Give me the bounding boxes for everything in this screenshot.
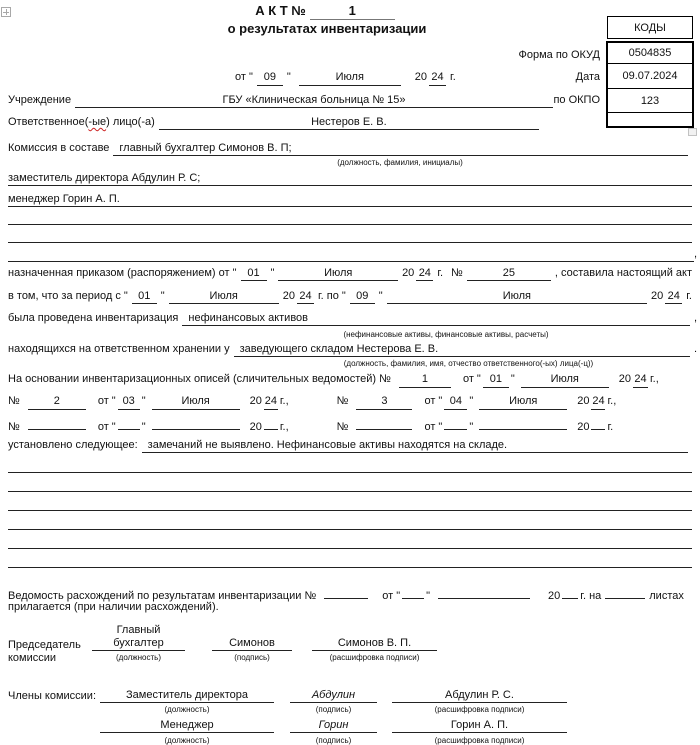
member2-signature-field[interactable]: Горин xyxy=(290,719,377,733)
period-year-to-field[interactable]: 24 xyxy=(665,289,682,304)
inventory-object-line xyxy=(8,311,697,326)
commission-label: Комиссия в составе xyxy=(8,142,110,154)
sheet5-year-field[interactable] xyxy=(591,416,605,430)
okpo-code-cell[interactable]: 123 xyxy=(608,89,692,113)
date-day-field[interactable]: 09 xyxy=(257,70,283,86)
ot-label: от " xyxy=(97,421,116,433)
member1-position-field[interactable]: Заместитель директора xyxy=(100,689,274,703)
period-month-to-field[interactable]: Июля xyxy=(387,289,647,304)
okpo-label: по ОКПО xyxy=(553,94,600,106)
sheets-row-3 xyxy=(8,416,613,431)
sheet4-tail: г., xyxy=(279,421,289,433)
institution-label: Учреждение xyxy=(8,94,72,106)
responsible-label: Ответственное(-ые) лицо(-а) xyxy=(8,116,155,128)
quote: " xyxy=(141,421,146,433)
custody-person-field[interactable]: заведующего складом Нестерова Е. В. xyxy=(234,342,690,357)
blank-fill-line-with-comma xyxy=(8,247,697,262)
quote: " xyxy=(510,373,515,385)
date-prefix: от " xyxy=(235,71,253,83)
sheets-intro: На основании инвентаризационных описей (сличительных ведомостей) № xyxy=(8,373,391,385)
period-line xyxy=(8,289,692,304)
codes-header-label: КОДЫ xyxy=(634,21,666,34)
discrepancy-line-2: прилагается (при наличии расхождений). xyxy=(8,601,219,613)
order-close-quote: " xyxy=(270,267,275,279)
institution-line xyxy=(8,93,557,108)
sheet5-tail: г. xyxy=(607,421,614,433)
sheet2-month-field[interactable]: Июля xyxy=(152,394,240,410)
act-number-field[interactable]: 1 xyxy=(310,2,395,20)
custody-line xyxy=(8,342,697,357)
inventory-caption: (нефинансовые активы, финансовые активы, расчеты) xyxy=(343,330,549,339)
sheet3-tail: г., xyxy=(607,395,617,407)
codes-box-header xyxy=(607,16,693,39)
document-date-line xyxy=(235,70,456,85)
discrepancy-sheets-field[interactable] xyxy=(605,585,645,599)
order-day-field[interactable]: 01 xyxy=(241,266,267,281)
inventory-trailing-comma: , xyxy=(693,312,697,324)
custody-trailing-period: . xyxy=(693,343,697,355)
blank-fill-line[interactable] xyxy=(8,247,694,262)
order-line xyxy=(8,266,692,281)
order-year-suffix: г. xyxy=(437,267,444,279)
quote: " xyxy=(426,590,431,602)
commission-member1-field[interactable]: главный бухгалтер Симонов В. П; xyxy=(113,141,688,156)
period-month-from-field[interactable]: Июля xyxy=(169,289,279,304)
signature-caption: (подпись) xyxy=(234,653,270,662)
date-close-quote: " xyxy=(286,71,291,83)
sheet1-year-field[interactable]: 24 xyxy=(633,372,648,388)
name-caption: (расшифровка подписи) xyxy=(329,653,420,662)
chairman-label: Председатель комиссии xyxy=(8,639,81,664)
year-prefix: 20 xyxy=(249,395,262,407)
discrepancy-year-field[interactable] xyxy=(562,585,578,599)
conclusion-field[interactable]: замечаний не выявлено. Нефинансовые активы находятся на складе. xyxy=(142,438,688,453)
blank-fill-line[interactable] xyxy=(8,516,692,530)
order-month-field[interactable]: Июля xyxy=(278,266,398,281)
sheet4-day-field[interactable] xyxy=(118,416,140,430)
date-year-suffix: г. xyxy=(450,71,456,83)
sheet3-number-field[interactable]: 3 xyxy=(356,394,412,410)
commission-member2-field[interactable]: заместитель директора Абдулин Р. С; xyxy=(8,171,692,186)
members-label: Члены комиссии: xyxy=(8,690,97,702)
empty-code-cell[interactable] xyxy=(608,113,692,126)
table-resize-handle-icon[interactable] xyxy=(688,128,697,136)
sheet1-tail: г., xyxy=(649,373,659,385)
quote: " xyxy=(469,395,474,407)
num-label: № xyxy=(8,421,20,433)
blank-fill-line[interactable] xyxy=(8,229,692,243)
conclusion-label: установлено следующее: xyxy=(8,439,138,451)
sheet5-day-field[interactable] xyxy=(444,416,467,430)
institution-field[interactable]: ГБУ «Клиническая больница № 15» xyxy=(75,93,553,108)
period-mid: г. по " xyxy=(317,290,346,302)
order-suffix: , составила настоящий акт xyxy=(554,267,692,279)
order-number-label: № xyxy=(451,267,463,279)
period-year-prefix2: 20 xyxy=(651,290,664,302)
member1-signature-field[interactable]: Абдулин xyxy=(290,689,377,703)
year-prefix: 20 xyxy=(249,421,262,433)
name-caption: (расшифровка подписи) xyxy=(434,705,525,714)
sheets-row-1 xyxy=(8,372,659,387)
blank-fill-line[interactable] xyxy=(8,478,692,492)
g-na-label: г. на xyxy=(580,590,602,602)
inventory-object-field[interactable]: нефинансовых активов xyxy=(182,311,690,326)
period-day-from-field[interactable]: 01 xyxy=(132,289,157,304)
sheet4-month-field[interactable] xyxy=(152,416,240,430)
sheet1-number-field[interactable]: 1 xyxy=(399,372,451,388)
sheet3-day-field[interactable]: 04 xyxy=(444,394,467,410)
conclusion-line xyxy=(8,438,692,453)
document-title xyxy=(0,2,654,19)
sheets-row-2 xyxy=(8,394,616,409)
name-caption: (расшифровка подписи) xyxy=(434,736,525,745)
period-year-from-field[interactable]: 24 xyxy=(297,289,314,304)
signature-caption: (подпись) xyxy=(315,705,352,714)
date-year-prefix: 20 xyxy=(414,71,428,83)
position-caption: (должность) xyxy=(164,705,210,714)
member2-position-field[interactable]: Менеджер xyxy=(100,719,274,733)
okud-form-label: Форма по ОКУД xyxy=(518,49,600,61)
discrepancy-line xyxy=(8,585,684,600)
period-year-prefix1: 20 xyxy=(282,290,295,302)
sheet4-year-field[interactable] xyxy=(264,416,278,430)
okud-code-cell[interactable]: 0504835 xyxy=(608,43,692,64)
period-prefix: в том, что за период с " xyxy=(8,290,128,302)
chairman-position-field[interactable]: Главный бухгалтер xyxy=(92,624,185,651)
sheet2-day-field[interactable]: 03 xyxy=(118,394,140,410)
continuation-comma: , xyxy=(693,248,697,260)
discrepancy-month-field[interactable] xyxy=(438,585,530,599)
year-prefix: 20 xyxy=(577,421,590,433)
sheet5-month-field[interactable] xyxy=(479,416,567,430)
ot-label: от " xyxy=(424,395,443,407)
date-month-field[interactable]: Июля xyxy=(299,70,401,86)
order-number-field[interactable]: 25 xyxy=(467,266,551,281)
commission-caption: (должность, фамилия, инициалы) xyxy=(337,158,463,167)
custody-caption: (должность, фамилия, имя, отчество ответственного(-ых) лица(-ц)) xyxy=(343,359,594,368)
num-label: № xyxy=(8,395,20,407)
position-caption: (должность) xyxy=(116,653,161,662)
chairman-signature-field[interactable]: Симонов xyxy=(212,624,292,651)
sheet1-day-field[interactable]: 01 xyxy=(483,372,509,388)
year-prefix: 20 xyxy=(618,373,631,385)
date-code-cell[interactable]: 09.07.2024 xyxy=(608,64,692,89)
document-subtitle: о результатах инвентаризации xyxy=(227,21,427,36)
spellcheck-underlined-text: -ые xyxy=(88,116,107,128)
blank-fill-line[interactable] xyxy=(8,497,692,511)
year-prefix: 20 xyxy=(548,590,561,602)
sheet3-month-field[interactable]: Июля xyxy=(479,394,567,410)
period-quote1: " xyxy=(160,290,165,302)
year-prefix: 20 xyxy=(577,395,590,407)
date-label: Дата xyxy=(575,71,600,83)
blank-fill-line[interactable] xyxy=(8,459,692,473)
ot-label: от " xyxy=(382,590,401,602)
member2-name-field[interactable]: Горин А. П. xyxy=(392,719,567,733)
order-prefix: назначенная приказом (распоряжением) от " xyxy=(8,267,237,279)
date-year-field[interactable]: 24 xyxy=(429,70,446,86)
blank-fill-line[interactable] xyxy=(8,211,692,225)
member1-name-field[interactable]: Абдулин Р. С. xyxy=(392,689,567,703)
sheet2-year-field[interactable]: 24 xyxy=(264,394,278,410)
blank-fill-line[interactable] xyxy=(8,535,692,549)
commission-line xyxy=(8,141,692,156)
sheet4-number-field[interactable] xyxy=(28,416,86,430)
blank-fill-line[interactable] xyxy=(8,554,692,568)
sheet1-month-field[interactable]: Июля xyxy=(521,372,609,388)
discrepancy-prefix: Ведомость расхождений по результатам инвентаризации № xyxy=(8,590,317,602)
sheet2-tail: г., xyxy=(279,395,289,407)
codes-box xyxy=(606,41,694,128)
quote: " xyxy=(469,421,474,433)
order-year-field[interactable]: 24 xyxy=(416,266,433,281)
custody-prefix: находящихся на ответственном хранении у xyxy=(8,343,230,355)
period-suffix: г. xyxy=(686,290,692,302)
discrepancy-day-field[interactable] xyxy=(402,585,424,599)
quote: " xyxy=(141,395,146,407)
chairman-name-field[interactable]: Симонов В. П. xyxy=(312,624,437,651)
sheet3-year-field[interactable]: 24 xyxy=(591,394,605,410)
ot-label: от " xyxy=(97,395,116,407)
num-label: № xyxy=(336,395,349,407)
sheets-suffix: листах xyxy=(649,590,684,602)
discrepancy-number-field[interactable] xyxy=(324,585,368,599)
signature-caption: (подпись) xyxy=(315,736,352,745)
order-year-prefix: 20 xyxy=(402,267,415,279)
ot-label: от " xyxy=(424,421,443,433)
period-day-to-field[interactable]: 09 xyxy=(350,289,375,304)
responsible-field[interactable]: Нестеров Е. В. xyxy=(159,115,539,130)
act-title-label: А К Т № xyxy=(255,3,306,18)
sheet5-number-field[interactable] xyxy=(356,416,412,430)
num-label: № xyxy=(336,421,349,433)
ot-label: от " xyxy=(462,373,481,385)
responsible-line xyxy=(8,115,543,130)
sheet2-number-field[interactable]: 2 xyxy=(28,394,86,410)
inventory-prefix: была проведена инвентаризация xyxy=(8,312,179,324)
commission-member3-field[interactable]: менеджер Горин А. П. xyxy=(8,192,692,207)
position-caption: (должность) xyxy=(164,736,210,745)
period-quote2: " xyxy=(378,290,383,302)
